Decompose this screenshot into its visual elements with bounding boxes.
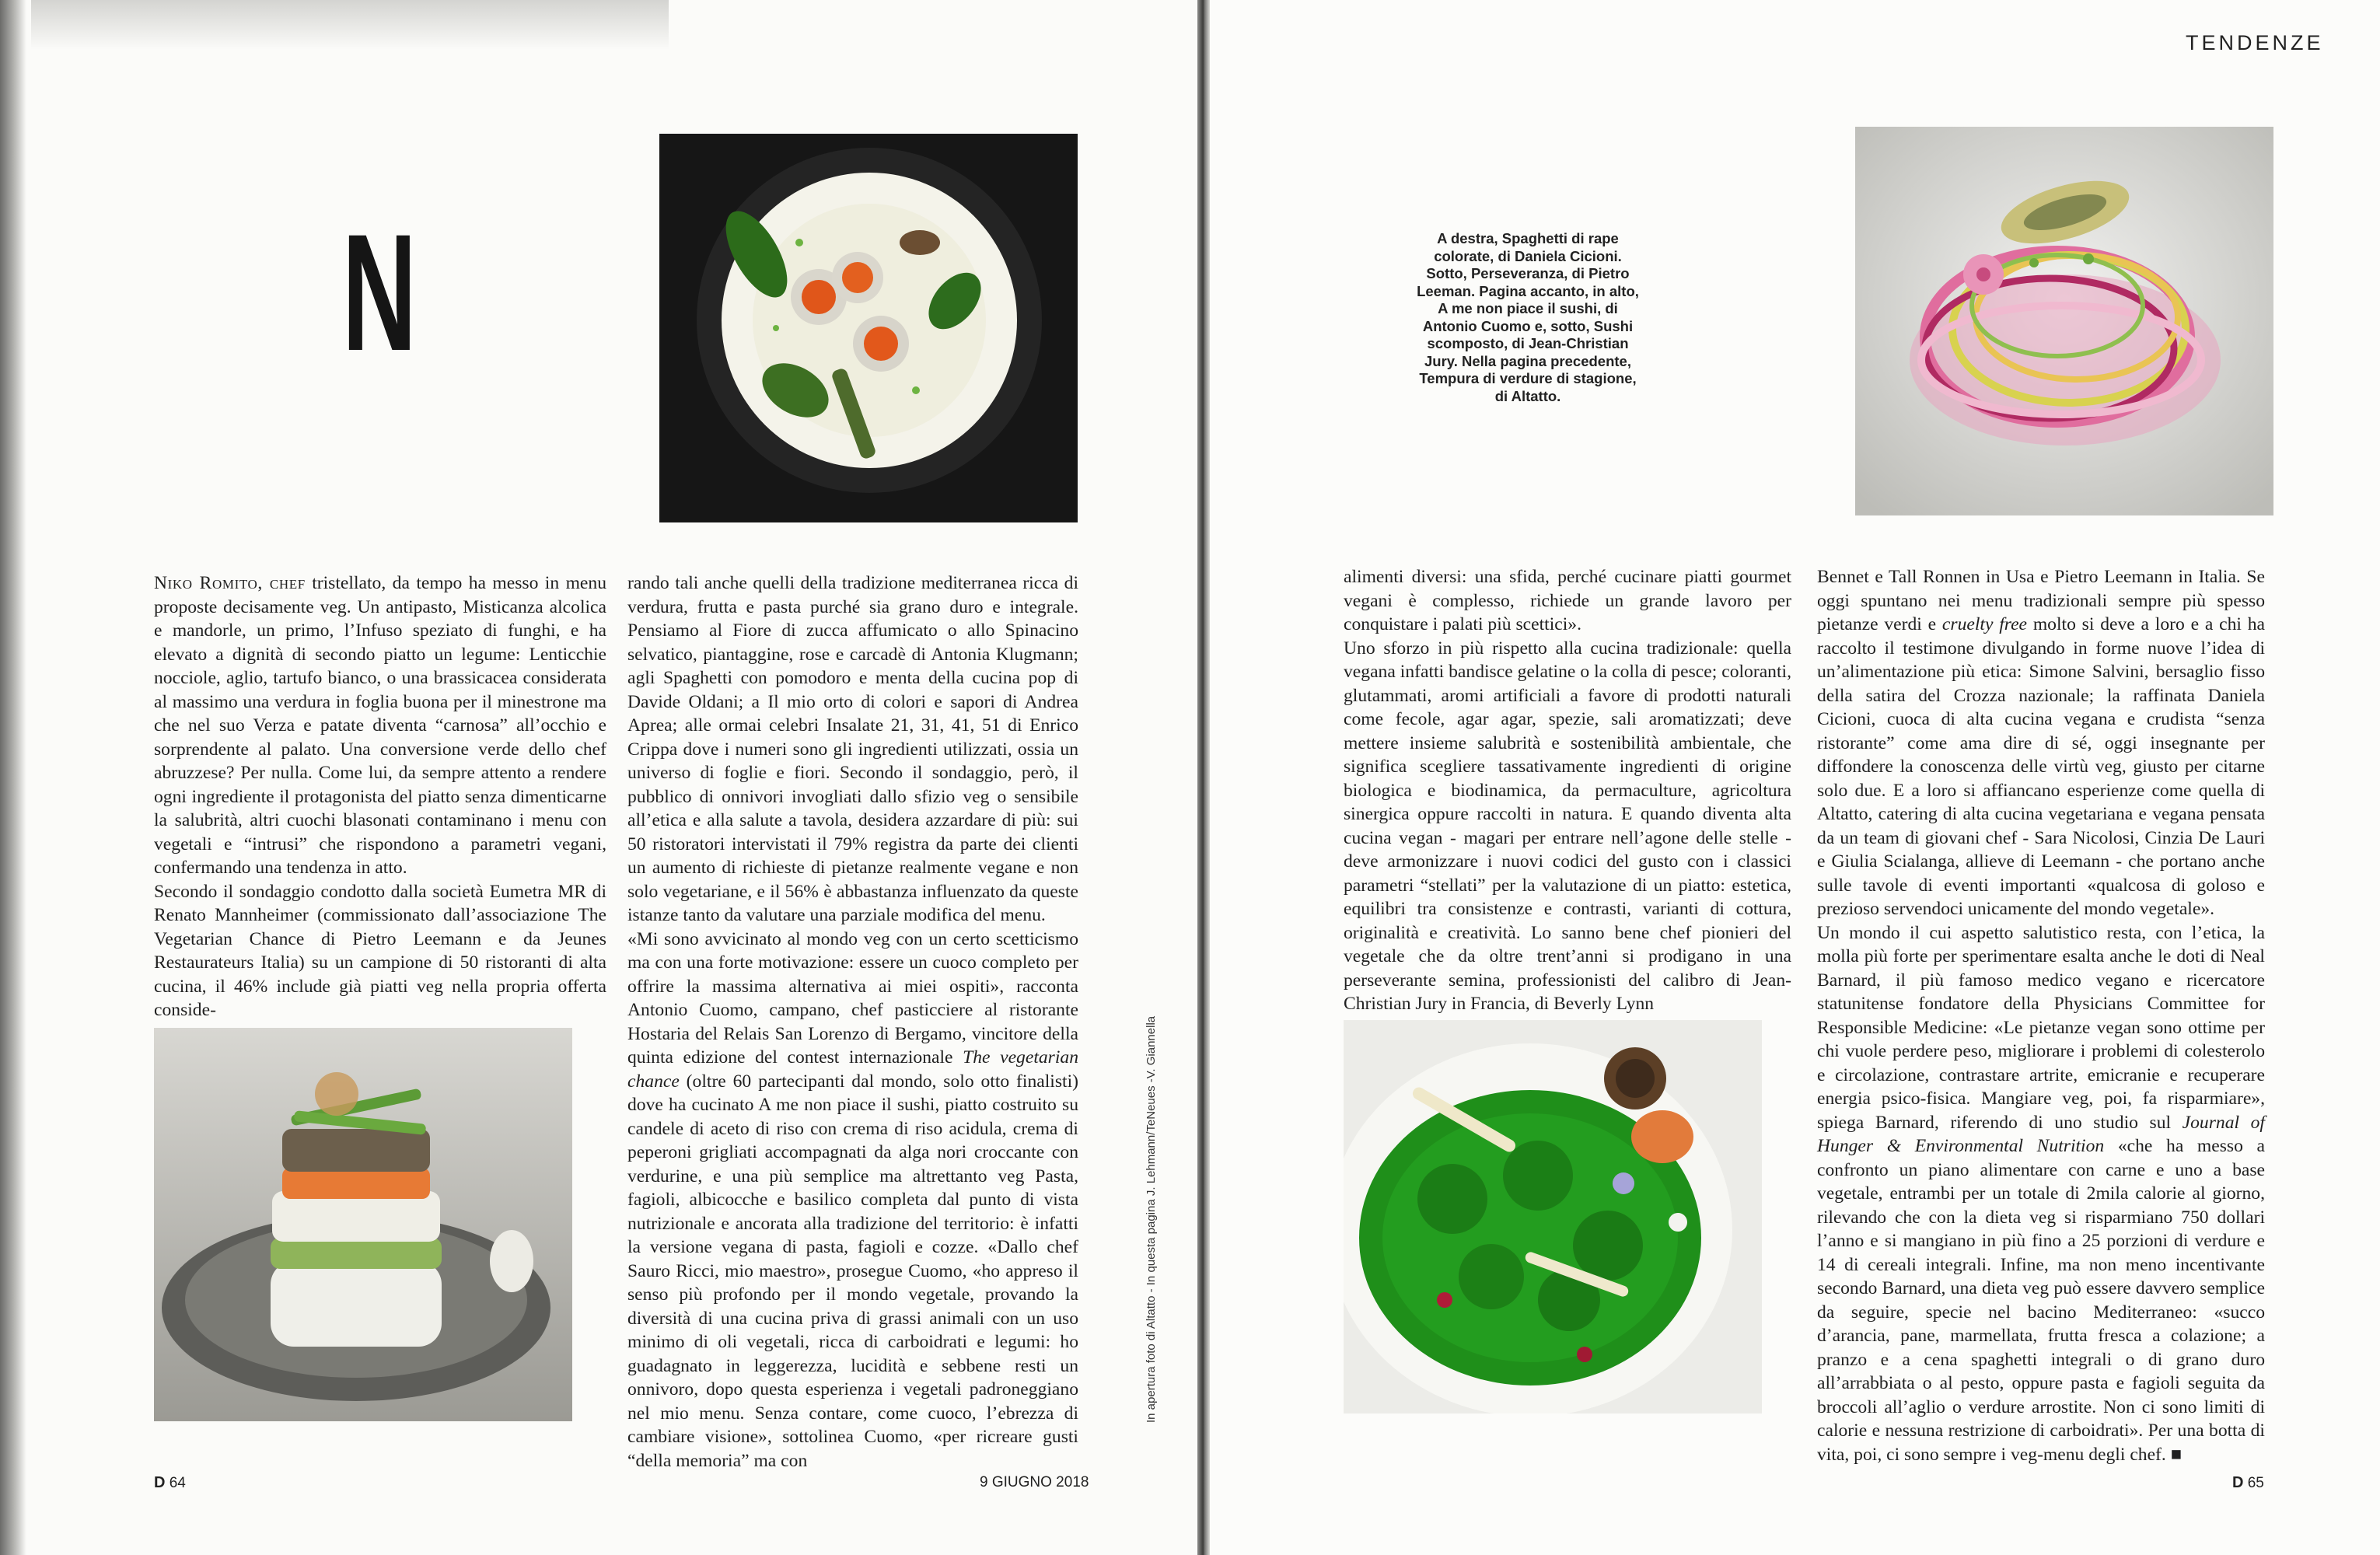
- magazine-mark: D: [154, 1474, 166, 1491]
- article-paragraph: alimenti diversi: una sfida, perché cucinare piatti gourmet vegani è complesso, richiede un grande lavoro per conquistare i palati più scettici».: [1344, 567, 1791, 634]
- contest-title: The vegetarian chance: [627, 1047, 1078, 1092]
- paragraph-text: molto si deve a loro e a chi ha raccolto il testimone divulgando in forme nuove l’idea di un’alimentazione più etica: Simone Salvini, bersaglio fisso della satira del Crozza nazionale; la raffinata Daniela Cicioni, cuoca di alta cucina vegana e crudista “senza ristorante” come ama dire di sé, oggi insegnante per diffondere la conoscenza delle virtù veg, giusto per citarne solo due. E a loro si affiancano esperienze come quella di Altatto, catering di alta cucina vegetariana e vegana pensata da un team di giovani chef - Sara Nicolosi, Cinzia De Lauri e Giulia Scialanga, allieve di Leemann - che portano anche sulle tavole di eventi importanti «qualcosa di goloso e prezioso servendoci unicamente del mondo vegetale».: [1817, 614, 2265, 919]
- page-edge-shadow: [0, 0, 26, 1555]
- photo-caption: A destra, Spaghetti di rape colorate, di Daniela Cicioni. Sotto, Perseveranza, di Pietro Leeman. Pagina accanto, in alto, A me non piace il sushi, di Antonio Cuomo e, sotto, Sushi scomposto, di Jean-Christian Jury. Nella pagina precedente, Tempura di verdure di stagione, di Altatto.: [1417, 230, 1639, 404]
- drop-cap: N: [342, 200, 417, 386]
- end-mark-icon: ■: [2170, 1444, 2182, 1465]
- right-page: [1210, 0, 2380, 1555]
- photo-credit: In apertura foto di Altatto - In questa pagina J. Lehmann/TeNeues -V. Giannella: [1145, 1015, 1158, 1423]
- article-paragraph: [1817, 565, 2265, 921]
- page-number: 65: [2247, 1475, 2264, 1491]
- previous-page-bleed: [31, 0, 669, 50]
- photo-green-ravioli: [1344, 1020, 1762, 1413]
- article-paragraph: Uno sforzo in più rispetto alla cucina tradizionale: quella vegana infatti bandisce gelatine o la colla di pesce; coloranti, glutammati, aromi artificiali a favore di prodotti naturali come fecole, agar agar, spezie, sali aromatizzati; deve mettere insieme salubrità e sostenibilità ambientale, che significa scegliere tassativamente ingredienti di origine biologica e biodinamica, da permaculture, agricoltura sinergica oppure raccolti in natura. E quando diventa alta cucina vegan - magari per entrare nell’agone delle stelle - deve armonizzare i nuovi codici del gusto con i classici parametri “stellati” per la valutazione di un piatto: estetica, equilibri tra consistenze e contrasti, varianti di cottura, originalità e creatività. Lo sanno bene chef pionieri del vegetale che da oltre trent’anni si prodigano in una perseverante semina, professionisti del calibro di Jean-Christian Jury in Francia, di Beverly Lynn: [1344, 638, 1791, 1014]
- article-column-1: [154, 571, 606, 1022]
- emphasis-text: cruelty free: [1941, 614, 2028, 634]
- paragraph-text: «Mi sono avvicinato al mondo veg con un certo scetticismo ma con una forte motivazione: essere un cuoco completo per offrire la massima alternativa ai miei ospiti», racconta Antonio Cuomo, campano, chef pasticciere al ristorante Hostaria del Relais San Lorenzo di Bergamo, vincitore della quinta edizione del contest internazionale: [627, 928, 1078, 1068]
- article-paragraph: [154, 571, 606, 880]
- photo-beet-spaghetti: [1855, 127, 2273, 515]
- article-paragraph: Secondo il sondaggio condotto dalla società Eumetra MR di Renato Mannheimer (commissionato dall’associazione The Vegetarian Chance di Pietro Leemann e da Jeunes Restaurateurs Italia) su un campione di 50 ristoranti di alta cucina, il 46% include già piatti veg nella propria offerta conside-: [154, 881, 606, 1020]
- article-column-3: [1344, 565, 1791, 1016]
- paragraph-text: tristellato, da tempo ha messo in menu proposte decisamente veg. Un antipasto, Misticanza alcolica e mandorle, un primo, l’Infuso speziato di funghi, e ha elevato a dignità di secondo piatto un legume: Lenticchie nocciole, aglio, tartufo bianco, o una brassicacea considerata al massimo una verdura in foglia buona per il minestrone ma che nel suo Verza e patate diventa “carnosa” all’occhio e sorprendente al palato. Una conversione verde dello chef abruzzese? Per nulla. Come lui, da sempre attento a rendere ogni ingrediente il protagonista del piatto senza dimenticarne la salubrità, altri cuochi blasonati contaminano i menu con vegetali e “intrusi” che rispondono a parametri vegani, confermando una tendenza in atto.: [154, 573, 606, 878]
- article-column-2: [627, 571, 1078, 1473]
- photo-sushi-stack: [154, 1028, 572, 1421]
- photo-sushi-plate: [659, 134, 1078, 522]
- paragraph-text: Bennet e Tall Ronnen in Usa e Pietro Leemann in Italia. Se oggi spuntano nei menu tradizionali sempre più spesso pietanze verdi e: [1817, 567, 2265, 634]
- journal-title: Journal of Hunger & Environmental Nutrition: [1817, 1112, 2265, 1156]
- folio-left: [154, 1474, 186, 1492]
- section-label: TENDENZE: [2186, 31, 2324, 54]
- article-paragraph: rando tali anche quelli della tradizione mediterranea ricca di verdura, frutta e pasta purché sia grano duro e integrale. Pensiamo al Fiore di zucca affumicato o allo Spinacino selvatico, piantaggine, rose e carcadè di Antonia Klugmann; agli Spaghetti con pomodoro e menta della cucina pop di Davide Oldani; a Il mio orto di colori e sapori di Andrea Aprea; alle ormai celebri Insalate 21, 31, 41, 51 di Enrico Crippa dove i numeri sono gli ingredienti utilizzati, ossia un universo di foglie e fiori. Secondo il sondaggio, però, il pubblico di onnivori invogliati dallo sfizio veg o sensibile all’etica e alla salute a tavola, desidera azzardare di più: sui 50 ristoratori intervistati il 79% registra da parte dei clienti un aumento di richieste di pietanze realmente vegane e non solo vegetariane, e il 56% è abbastanza influenzato da queste istanze tanto da valutare una parziale modifica del menu.: [627, 573, 1078, 925]
- spine-gutter: [1197, 0, 1210, 1555]
- page-number: 64: [169, 1475, 186, 1491]
- paragraph-text: Un mondo il cui aspetto salutistico resta, con l’etica, la molla più forte per sperimentare esalta anche le doti di Neal Barnard, il più famoso medico vegano e ricercatore statunitense fondatore della Physicians Committee for Responsible Medicine: «Le pietanze vegan sono ottime per chi vuole perdere peso, migliorare i problemi di colesterolo e circolazione, contrastare artrite, emicranie e recuperare energia psico-fisica. Mangiare veg, poi, fa risparmiare», spiega Barnard, riferendo di uno studio sul: [1817, 922, 2265, 1133]
- article-paragraph: [627, 928, 1078, 1473]
- paragraph-text: (oltre 60 partecipanti dal mondo, solo otto finalisti) dove ha cucinato A me non piace il sushi, piatto costruito su candele di aceto di riso con crema di riso acidula, crema di peperoni grigliati accompagnati da alga nori croccante con verdurine, e una più semplice ma altrettanto veg Pasta, fagioli, albicocche e basilico completa dal punto di vista nutrizionale e ancorata alla tradizione del territorio: è infatti la versione vegana di pasta, fagioli e cozze. «Dallo chef Sauro Ricci, mio maestro», prosegue Cuomo, «ho appreso il senso più profondo per il mondo vegetale, provando la diversità di una cucina priva di grassi animali con un uso minimo di oli vegetali, ricca di carboidrati e legumi: ho guadagnato in leggerezza, lucidità e sebbene resti un onnivoro, dopo questa esperienza i vegetali padroneggiano nel mio menu. Senza contare, come cuoco, l’ebrezza di cambiare visione», sottolinea Cuomo, «per ricreare gusti “della memoria” ma con: [627, 1071, 1078, 1471]
- magazine-mark: D: [2232, 1474, 2244, 1491]
- lead-in: Niko Romito, chef: [154, 573, 306, 593]
- paragraph-text: «che ha messo a confronto un piano alimentare con carne e uno a base vegetale, entrambi per un totale di 2mila calorie al giorno, rilevando che con la dieta veg si risparmiano 750 dollari l’anno e si mangiano in più fino a 25 porzioni di verdure e 14 di cereali integrali. Infine, ma non meno incentivante secondo Barnard, una dieta veg può essere davvero semplice da seguire, specie nel bacino Mediterraneo: «succo d’arancia, pane, marmellata, frutta fresca a colazione; a pranzo e a cena spaghetti integrali o di grano duro all’arrabbiata o al pesto, oppure pasta e fagioli seguita da broccoli all’aglio o verdure arrostite. Non ci sono limiti di calorie e nessuna restrizione di carboidrati». Per una botta di vita, poi, ci sono sempre i veg-menu degli chef.: [1817, 1136, 2266, 1465]
- article-column-4: [1817, 565, 2265, 1466]
- article-paragraph: [1817, 921, 2265, 1467]
- issue-date: 9 GIUGNO 2018: [980, 1474, 1089, 1490]
- folio-right: [2232, 1474, 2264, 1492]
